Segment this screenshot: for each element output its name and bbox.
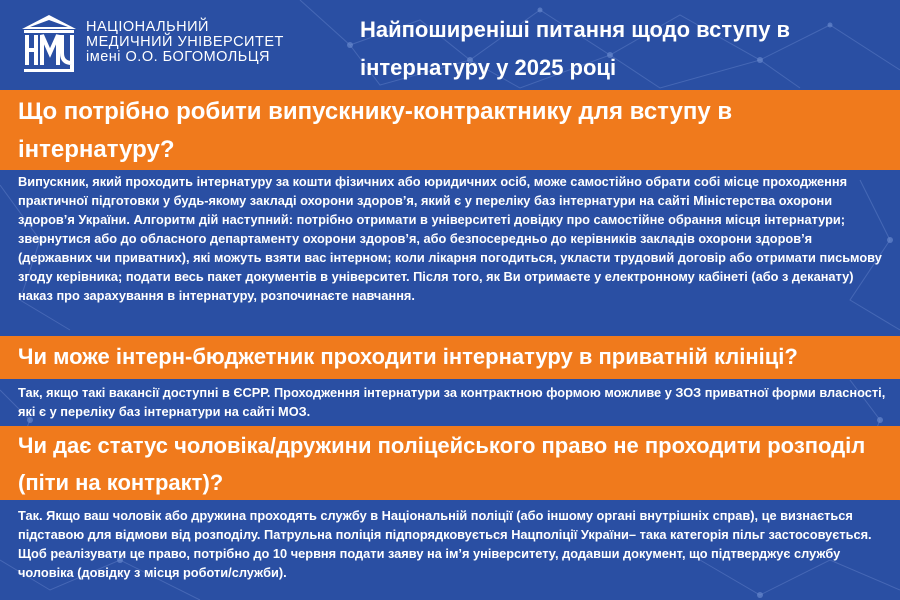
question-1-text: Що потрібно робити випускнику-контрактнику для вступу в інтернатуру? — [18, 98, 733, 163]
university-name-line1: НАЦІОНАЛЬНИЙ — [86, 19, 209, 35]
question-1-banner — [0, 90, 900, 170]
question-2-text: Чи може інтерн-бюджетник проходити інтернатуру в приватній клініці? — [18, 344, 798, 369]
question-3-banner — [0, 426, 900, 500]
question-2-banner — [0, 336, 900, 379]
answer-3-text: Так. Якщо ваш чоловік або дружина проходять службу в Національній поліції (або іншому органі внутрішніх справ), це визнається підставою для відмови від розподілу. Патрульна поліція підпорядковується Нацполіції України– така категорія пільг застосовується. Щоб реалізувати це право, потрібно до 10 червня подати заяву на ім’я університету, додавши документ, що підтверджує службу чоловіка (довідку з місця роботи/служби). — [18, 508, 872, 580]
answer-1-text: Випускник, який проходить інтернатуру за кошти фізичних або юридичних осіб, може самостійно обрати собі місце проходження практичної підготовки у будь-якому закладі охорони здоров’я, який є у переліку баз інтернатури на сайті Міністерства охорони здоров’я України. Алгоритм дій наступний: потрібно отримати в університеті довідку про самостійне обрання місця інтернатури; звернутися або до обласного департаменту охорони здоров’я, або безпосередньо до керівників закладів охорони здоров’я (державних чи приватних), які можуть взяти вас інтерном; коли лікарня погодиться, укласти трудовий договір або отримати письмову згоду керівника; подати весь пакет документів в університет. Після того, як Ви отримаєте у електронному кабінеті (або з деканату) наказ про зарахування в інтернатуру, розпочинаєте навчання. — [18, 174, 882, 303]
page-title-line1: Найпоширеніші питання щодо вступу в — [360, 17, 791, 42]
page-title-line2: інтернатуру у 2025 році — [360, 55, 617, 80]
question-3-text: Чи дає статус чоловіка/дружини поліцейського право не проходити розподіл (піти на контракт)? — [18, 433, 866, 495]
header — [0, 0, 900, 90]
page-title — [360, 11, 890, 87]
university-name — [86, 20, 346, 65]
university-logo — [20, 13, 78, 75]
answer-2-text: Так, якщо такі вакансії доступні в ЄСРР. Проходження інтернатури за контрактною формою можливе у ЗОЗ приватної форми власності, які є у переліку баз інтернатури на сайті МОЗ. — [18, 385, 886, 419]
university-name-line3: імені О.О. БОГОМОЛЬЦЯ — [86, 49, 271, 65]
university-name-line2: МЕДИЧНИЙ УНІВЕРСИТЕТ — [86, 34, 284, 50]
